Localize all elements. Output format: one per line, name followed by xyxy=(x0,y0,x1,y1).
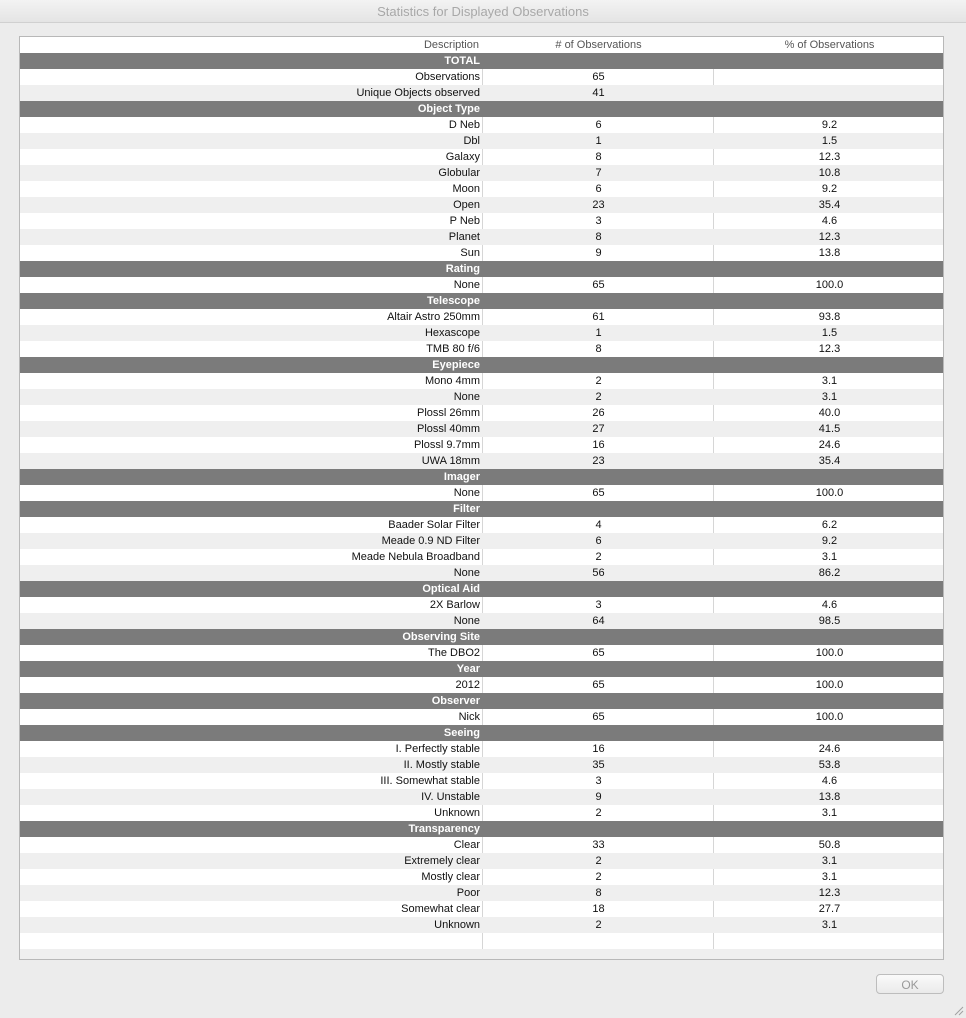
column-header-description[interactable]: Description xyxy=(423,39,479,51)
section-header-row[interactable] xyxy=(20,53,944,69)
row-description: 2012 xyxy=(455,679,480,691)
table-row[interactable] xyxy=(20,757,944,773)
row-percent: 100.0 xyxy=(815,647,844,659)
row-percent: 86.2 xyxy=(818,567,841,579)
row-count: 3 xyxy=(595,599,602,611)
section-label: TOTAL xyxy=(444,55,480,67)
section-label: Optical Aid xyxy=(422,583,480,595)
row-count: 8 xyxy=(595,887,602,899)
table-row[interactable] xyxy=(20,245,944,261)
row-description: Mono 4mm xyxy=(424,375,480,387)
row-description: Plossl 26mm xyxy=(417,407,480,419)
table-row[interactable] xyxy=(20,165,944,181)
row-description: Unknown xyxy=(434,807,480,819)
row-percent: 3.1 xyxy=(821,871,838,883)
table-row[interactable] xyxy=(20,549,944,565)
row-count: 2 xyxy=(595,919,602,931)
row-percent: 6.2 xyxy=(821,519,838,531)
table-row[interactable] xyxy=(20,309,944,325)
row-description: UWA 18mm xyxy=(421,455,480,467)
table-row[interactable] xyxy=(20,917,944,933)
table-row[interactable] xyxy=(20,373,944,389)
row-description: Mostly clear xyxy=(421,871,480,883)
table-body xyxy=(20,53,944,960)
row-percent: 35.4 xyxy=(818,455,841,467)
row-description: Moon xyxy=(452,183,480,195)
row-description: Poor xyxy=(456,887,480,899)
empty-row[interactable] xyxy=(20,949,944,960)
row-description: Meade Nebula Broadband xyxy=(351,551,480,563)
section-header-row[interactable] xyxy=(20,693,944,709)
section-header-row[interactable] xyxy=(20,261,944,277)
row-count: 8 xyxy=(595,151,602,163)
row-count: 56 xyxy=(592,567,605,579)
row-description: Baader Solar Filter xyxy=(388,519,480,531)
row-percent: 50.8 xyxy=(818,839,841,851)
table-row[interactable] xyxy=(20,677,944,693)
row-percent: 9.2 xyxy=(821,119,838,131)
row-description: Altair Astro 250mm xyxy=(387,311,480,323)
row-percent: 100.0 xyxy=(815,711,844,723)
table-row[interactable] xyxy=(20,405,944,421)
section-label: Observer xyxy=(431,695,480,707)
table-row[interactable] xyxy=(20,325,944,341)
row-count: 26 xyxy=(592,407,605,419)
row-count: 3 xyxy=(595,215,602,227)
row-count: 2 xyxy=(595,391,602,403)
table-row[interactable] xyxy=(20,133,944,149)
table-row[interactable] xyxy=(20,533,944,549)
section-header-row[interactable] xyxy=(20,629,944,645)
row-count: 4 xyxy=(595,519,602,531)
table-row[interactable] xyxy=(20,341,944,357)
row-percent: 3.1 xyxy=(821,375,838,387)
row-description: Sun xyxy=(460,247,480,259)
row-count: 2 xyxy=(595,807,602,819)
row-description: None xyxy=(453,567,480,579)
row-description: II. Mostly stable xyxy=(403,759,480,771)
table-row[interactable] xyxy=(20,597,944,613)
row-count: 6 xyxy=(595,119,602,131)
row-description: D Neb xyxy=(448,119,480,131)
row-count: 8 xyxy=(595,231,602,243)
row-description: Galaxy xyxy=(445,151,480,163)
row-description: Unknown xyxy=(434,919,480,931)
table-row[interactable] xyxy=(20,181,944,197)
row-percent: 3.1 xyxy=(821,855,838,867)
table-row[interactable] xyxy=(20,85,944,101)
row-count: 7 xyxy=(595,167,602,179)
window-title: Statistics for Displayed Observations xyxy=(377,4,589,19)
row-description: III. Somewhat stable xyxy=(380,775,480,787)
section-header-row[interactable] xyxy=(20,501,944,517)
table-row[interactable] xyxy=(20,229,944,245)
row-percent: 9.2 xyxy=(821,183,838,195)
table-row[interactable] xyxy=(20,213,944,229)
row-count: 2 xyxy=(595,855,602,867)
table-row[interactable] xyxy=(20,709,944,725)
row-percent: 93.8 xyxy=(818,311,841,323)
row-count: 65 xyxy=(592,711,605,723)
table-row[interactable] xyxy=(20,117,944,133)
empty-row[interactable] xyxy=(20,933,944,949)
row-count: 64 xyxy=(592,615,605,627)
table-row[interactable] xyxy=(20,805,944,821)
row-percent: 12.3 xyxy=(818,887,841,899)
section-header-row[interactable] xyxy=(20,725,944,741)
row-percent: 9.2 xyxy=(821,535,838,547)
row-percent: 27.7 xyxy=(818,903,841,915)
table-row[interactable] xyxy=(20,149,944,165)
row-percent: 1.5 xyxy=(821,135,838,147)
row-percent: 53.8 xyxy=(818,759,841,771)
row-description: Globular xyxy=(438,167,480,179)
row-count: 16 xyxy=(592,439,605,451)
row-count: 18 xyxy=(592,903,605,915)
table-row[interactable] xyxy=(20,869,944,885)
row-description: Somewhat clear xyxy=(401,903,480,915)
row-count: 6 xyxy=(595,183,602,195)
row-count: 3 xyxy=(595,775,602,787)
row-percent: 100.0 xyxy=(815,679,844,691)
row-percent: 12.3 xyxy=(818,343,841,355)
row-description: Plossl 40mm xyxy=(417,423,480,435)
row-count: 16 xyxy=(592,743,605,755)
row-description: Clear xyxy=(453,839,480,851)
table-row[interactable] xyxy=(20,389,944,405)
section-label: Transparency xyxy=(408,823,480,835)
row-count: 65 xyxy=(592,279,605,291)
table-row[interactable] xyxy=(20,197,944,213)
row-percent: 24.6 xyxy=(818,439,841,451)
row-percent: 100.0 xyxy=(815,279,844,291)
row-percent: 12.3 xyxy=(818,151,841,163)
table-row[interactable] xyxy=(20,421,944,437)
row-count: 61 xyxy=(592,311,605,323)
section-header-row[interactable] xyxy=(20,469,944,485)
section-label: Year xyxy=(456,663,480,675)
section-label: Eyepiece xyxy=(432,359,480,371)
table-row[interactable] xyxy=(20,837,944,853)
row-percent: 98.5 xyxy=(818,615,841,627)
row-count: 2 xyxy=(595,551,602,563)
row-count: 33 xyxy=(592,839,605,851)
section-label: Seeing xyxy=(443,727,480,739)
row-description: None xyxy=(453,279,480,291)
row-description: Plossl 9.7mm xyxy=(413,439,480,451)
table-row[interactable] xyxy=(20,773,944,789)
row-count: 65 xyxy=(592,487,605,499)
row-count: 65 xyxy=(592,679,605,691)
row-description: Hexascope xyxy=(424,327,480,339)
row-description: I. Perfectly stable xyxy=(395,743,480,755)
row-count: 23 xyxy=(592,199,605,211)
section-label: Imager xyxy=(443,471,480,483)
row-description: Dbl xyxy=(463,135,480,147)
row-count: 27 xyxy=(592,423,605,435)
row-description: The DBO2 xyxy=(428,647,480,659)
row-description: None xyxy=(453,487,480,499)
row-percent: 10.8 xyxy=(818,167,841,179)
row-count: 41 xyxy=(592,87,605,99)
table-row[interactable] xyxy=(20,741,944,757)
row-percent: 3.1 xyxy=(821,551,838,563)
table-row[interactable] xyxy=(20,901,944,917)
table-header xyxy=(20,37,944,54)
row-percent: 4.6 xyxy=(821,775,838,787)
row-description: P Neb xyxy=(449,215,480,227)
section-label: Rating xyxy=(445,263,480,275)
row-count: 6 xyxy=(595,535,602,547)
row-percent: 4.6 xyxy=(821,215,838,227)
row-percent: 13.8 xyxy=(818,791,841,803)
section-label: Telescope xyxy=(427,295,480,307)
row-percent: 100.0 xyxy=(815,487,844,499)
section-header-row[interactable] xyxy=(20,101,944,117)
row-count: 1 xyxy=(595,327,602,339)
table-row[interactable] xyxy=(20,69,944,85)
row-percent: 3.1 xyxy=(821,391,838,403)
row-count: 1 xyxy=(595,135,602,147)
row-description: 2X Barlow xyxy=(429,599,480,611)
table-row[interactable] xyxy=(20,885,944,901)
section-label: Filter xyxy=(453,503,480,515)
section-header-row[interactable] xyxy=(20,357,944,373)
column-header-count[interactable]: # of Observations xyxy=(555,39,642,51)
row-description: Observations xyxy=(415,71,480,83)
row-percent: 1.5 xyxy=(821,327,838,339)
statistics-table[interactable] xyxy=(19,36,944,960)
row-percent: 3.1 xyxy=(821,807,838,819)
row-description: Open xyxy=(453,199,480,211)
row-count: 35 xyxy=(592,759,605,771)
row-description: Planet xyxy=(448,231,480,243)
row-percent: 41.5 xyxy=(818,423,841,435)
row-count: 2 xyxy=(595,375,602,387)
resize-grip-icon[interactable] xyxy=(952,1004,964,1016)
row-count: 2 xyxy=(595,871,602,883)
row-description: None xyxy=(453,391,480,403)
table-row[interactable] xyxy=(20,645,944,661)
row-count: 65 xyxy=(592,71,605,83)
table-row[interactable] xyxy=(20,565,944,581)
row-percent: 40.0 xyxy=(818,407,841,419)
row-description: Unique Objects observed xyxy=(356,87,480,99)
row-percent: 35.4 xyxy=(818,199,841,211)
table-row[interactable] xyxy=(20,277,944,293)
row-description: Meade 0.9 ND Filter xyxy=(381,535,480,547)
section-header-row[interactable] xyxy=(20,821,944,837)
table-row[interactable] xyxy=(20,613,944,629)
table-row[interactable] xyxy=(20,437,944,453)
row-description: None xyxy=(453,615,480,627)
section-label: Object Type xyxy=(417,103,480,115)
table-row[interactable] xyxy=(20,517,944,533)
table-row[interactable] xyxy=(20,453,944,469)
section-header-row[interactable] xyxy=(20,293,944,309)
row-count: 23 xyxy=(592,455,605,467)
row-description: IV. Unstable xyxy=(421,791,480,803)
row-percent: 24.6 xyxy=(818,743,841,755)
row-description: TMB 80 f/6 xyxy=(426,343,480,355)
row-percent: 3.1 xyxy=(821,919,838,931)
row-percent: 12.3 xyxy=(818,231,841,243)
section-header-row[interactable] xyxy=(20,661,944,677)
section-label: Observing Site xyxy=(402,631,480,643)
row-percent: 4.6 xyxy=(821,599,838,611)
row-count: 65 xyxy=(592,647,605,659)
table-row[interactable] xyxy=(20,485,944,501)
row-count: 9 xyxy=(595,791,602,803)
row-percent: 13.8 xyxy=(818,247,841,259)
column-header-percent[interactable]: % of Observations xyxy=(784,39,875,51)
row-description: Extremely clear xyxy=(404,855,480,867)
row-description: Nick xyxy=(458,711,480,723)
ok-button[interactable]: OK xyxy=(876,974,944,994)
row-count: 9 xyxy=(595,247,602,259)
row-count: 8 xyxy=(595,343,602,355)
table-row[interactable] xyxy=(20,853,944,869)
section-header-row[interactable] xyxy=(20,581,944,597)
title-bar[interactable] xyxy=(0,0,966,23)
table-row[interactable] xyxy=(20,789,944,805)
